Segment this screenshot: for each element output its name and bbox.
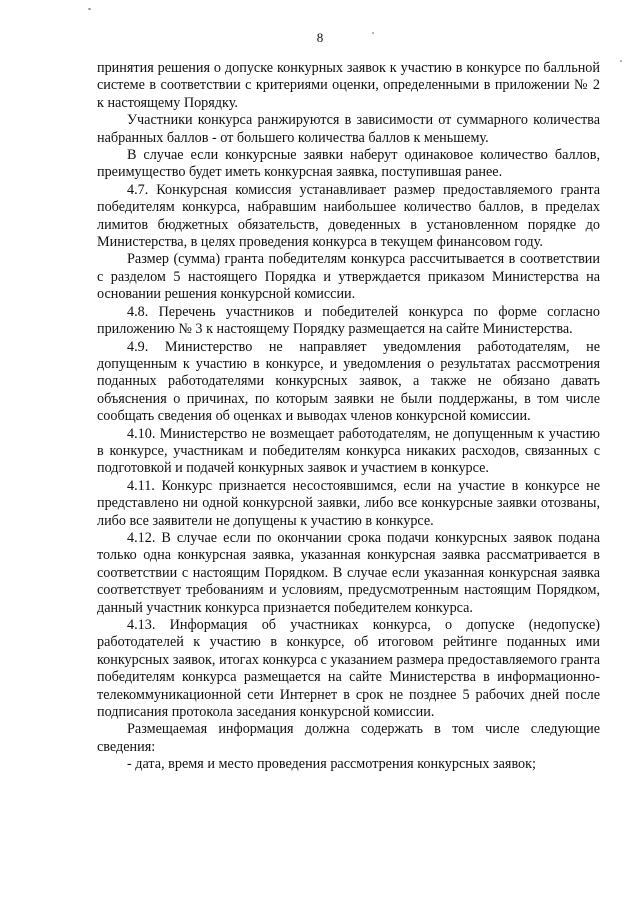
paragraph: Размещаемая информация должна содержать в том числе следующие сведения: <box>97 721 600 755</box>
paragraph: 4.10. Министерство не возмещает работодателям, не допущенным к участию в конкурсе, участникам и победителям конкурса никаких расходов, связанных с подготовкой и подачей конкурных заявок и участием в конкурсе. <box>97 425 600 477</box>
paragraph: 4.12. В случае если по окончании срока подачи конкурсных заявок подана только одна конкурсная заявка, указанная конкурсная заявка рассматривается в соответствии с настоящим Порядком. В случае если указанная конкурсная заявка соответствует требованиям и условиям, предусмотренным настоящим Порядком, данный участник конкурса признается победителем конкурса. <box>97 529 600 616</box>
paragraph: Размер (сумма) гранта победителям конкурса рассчитывается в соответствии с разделом 5 настоящего Порядка и утверждается приказом Министерства на основании решения конкурсной комиссии. <box>97 251 600 303</box>
paragraph: 4.9. Министерство не направляет уведомления работодателям, не допущенным к участию в конкурсе, и уведомления о результатах рассмотрения поданных работодателями конкурсных заявок, а также не обязано давать объяснения о причинах, по которым заявки не были поддержаны, в том числе сообщать сведения об оценках и выводах членов конкурсной комиссии. <box>97 338 600 425</box>
paragraph: 4.13. Информация об участниках конкурса, о допуске (недопуске) работодателей к участию в конкурсе, об итоговом рейтинге поданных ими конкурсных заявок, итогах конкурса с указанием размера предоставляемого гранта победителям конкурса размещается на сайте Министерства в информационно-телекоммуникационной сети Интернет в срок не позднее 5 рабочих дней после подписания протокола заседания конкурсной комиссии. <box>97 617 600 721</box>
scan-speck <box>620 60 622 62</box>
document-body <box>97 60 600 774</box>
paragraph: В случае если конкурсные заявки наберут одинаковое количество баллов, преимущество будет иметь конкурсная заявка, поступившая ранее. <box>97 147 600 181</box>
paragraph: принятия решения о допуске конкурных заявок к участию в конкурсе по балльной системе в соответствии с критериями оценки, определенными в приложении № 2 к настоящему Порядку. <box>97 60 600 111</box>
page-number: 8 <box>316 30 324 45</box>
list-item: - дата, время и место проведения рассмотрения конкурсных заявок; <box>127 756 536 773</box>
scan-speck <box>372 32 374 34</box>
paragraph: 4.8. Перечень участников и победителей конкурса по форме согласно приложению № 3 к настоящему Порядку размещается на сайте Министерства. <box>97 303 600 338</box>
paragraph: Участники конкурса ранжируются в зависимости от суммарного количества набранных баллов - от большего количества баллов к меньшему. <box>97 112 600 146</box>
paragraph: 4.11. Конкурс признается несостоявшимся, если на участие в конкурсе не представлено ни одной конкурсной заявки, либо все конкурсные заявки отозваны, либо все заявители не допущены к участию в конкурсе. <box>97 477 600 529</box>
scan-speck <box>88 8 91 10</box>
paragraph: 4.7. Конкурсная комиссия устанавливает размер предоставляемого гранта победителям конкурса, набравшим наибольшее количество баллов, в пределах лимитов бюджетных обязательств, доведенных в установленном порядке до Министерства, в целях проведения конкурса в текущем финансовом году. <box>97 181 600 251</box>
